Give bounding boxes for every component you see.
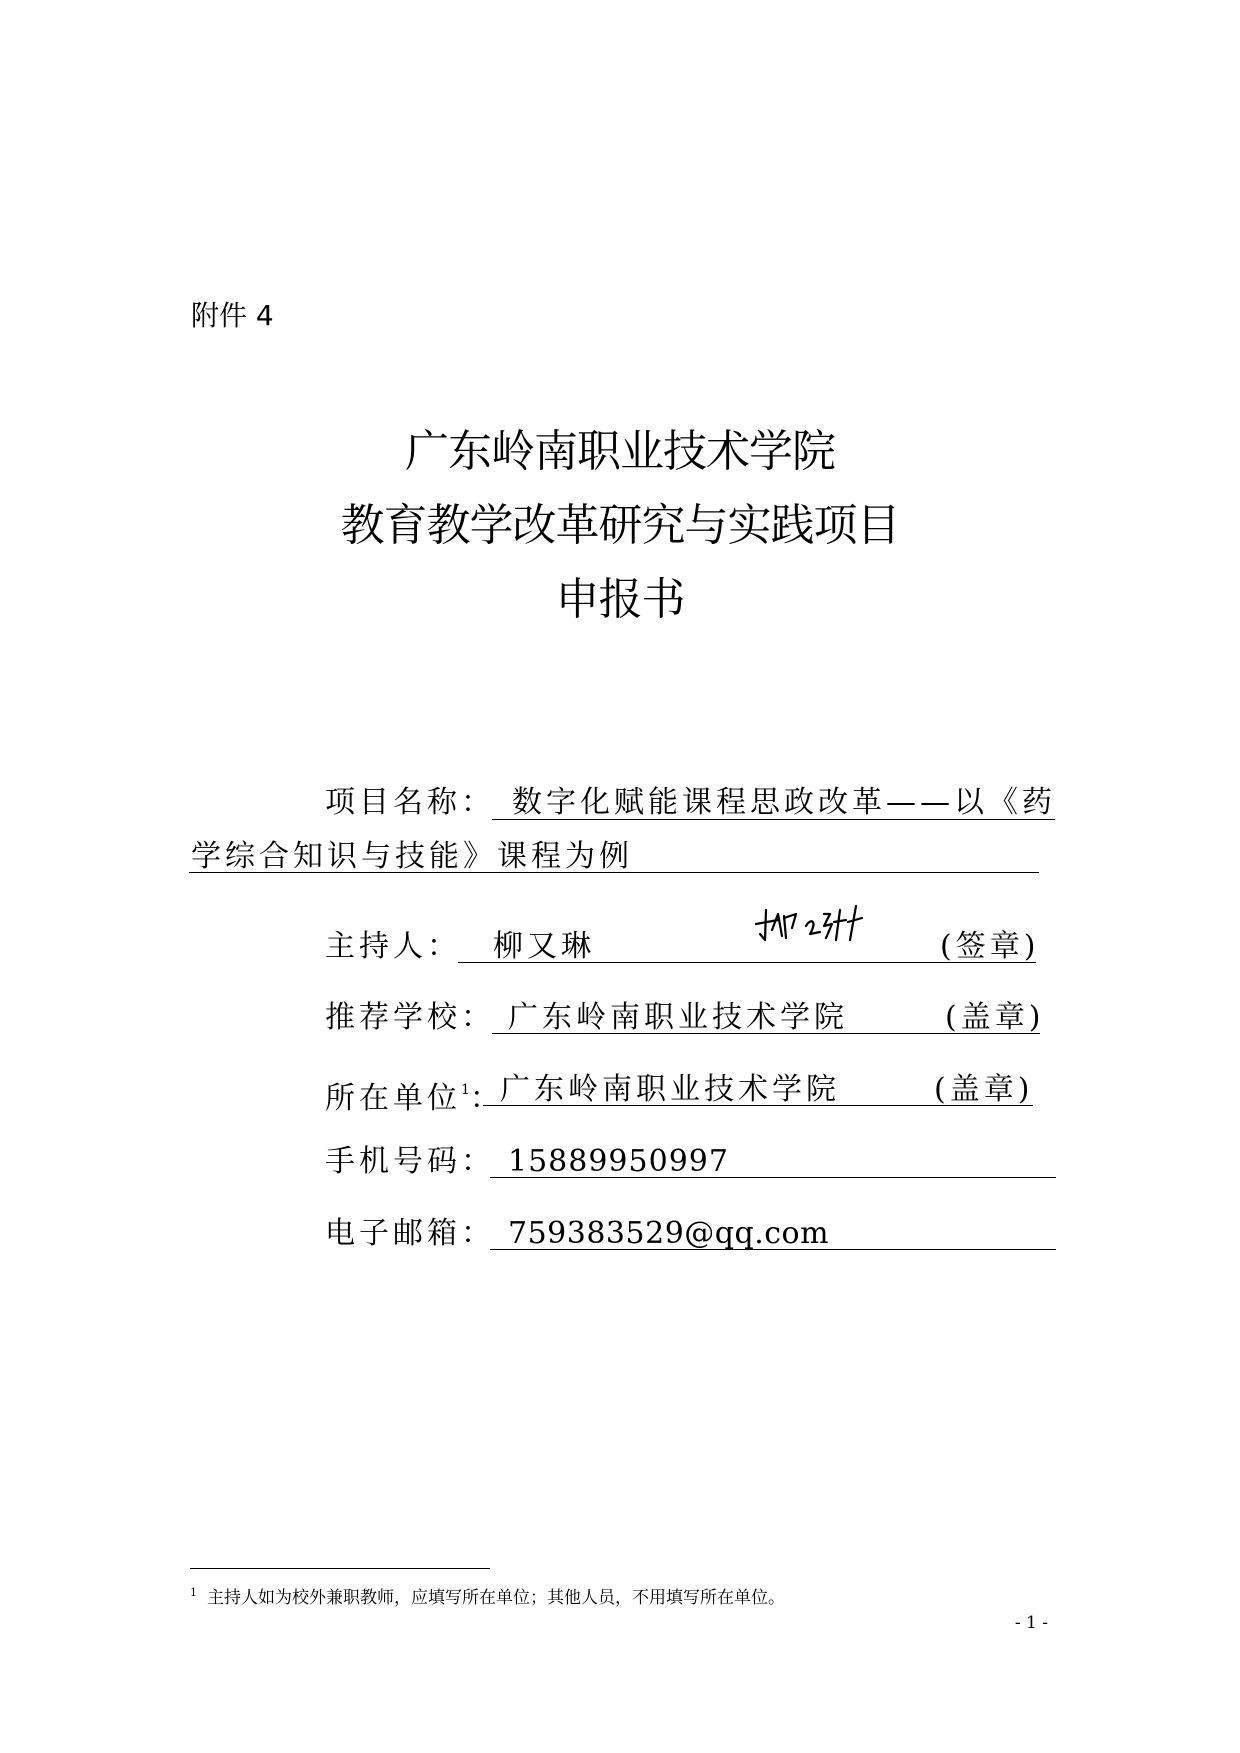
email-label: 电子邮箱：	[325, 1216, 495, 1251]
footnote-text: 主持人如为校外兼职教师，应填写所在单位；其他人员，不用填写所在单位。	[207, 1588, 785, 1608]
page-number: - 1 -	[1014, 1613, 1048, 1633]
title-application-form: 申报书	[555, 574, 685, 625]
footnote-separator	[190, 1568, 490, 1569]
title-school-name: 广东岭南职业技术学院	[405, 426, 835, 477]
host-underline	[458, 962, 1036, 963]
school-seal-suffix: (盖章)	[945, 1000, 1045, 1035]
school-underline	[492, 1033, 1040, 1034]
host-signature-image	[752, 900, 872, 950]
unit-value: 广东岭南职业技术学院	[500, 1072, 840, 1107]
email-underline	[490, 1249, 1056, 1250]
unit-footnote-marker: 1	[461, 1082, 470, 1098]
attachment-label: 附件 4	[191, 299, 274, 332]
project-name-label: 项目名称：	[325, 785, 495, 820]
school-label: 推荐学校：	[325, 1000, 495, 1035]
project-name-underline-1	[492, 819, 1055, 820]
school-value: 广东岭南职业技术学院	[508, 1000, 848, 1035]
project-name-value-line2: 学综合知识与技能》课程为例	[191, 839, 633, 874]
unit-label	[325, 1070, 504, 1119]
host-seal-suffix: (签章)	[940, 929, 1040, 964]
footnote	[190, 1581, 785, 1610]
host-value: 柳又琳	[493, 929, 595, 964]
phone-underline	[490, 1177, 1056, 1178]
phone-label: 手机号码：	[325, 1144, 495, 1179]
host-label: 主持人：	[325, 929, 461, 964]
unit-label-colon: ：	[469, 1081, 504, 1116]
unit-seal-suffix: (盖章)	[934, 1072, 1034, 1107]
footnote-marker: 1	[190, 1586, 197, 1599]
unit-underline	[483, 1105, 1033, 1106]
title-project-type: 教育教学改革研究与实践项目	[340, 500, 900, 551]
project-name-value-line1: 数字化赋能课程思政改革——以《药	[512, 785, 1056, 820]
email-value: 759383529@qq.com	[508, 1216, 830, 1251]
phone-value: 15889950997	[508, 1144, 729, 1179]
unit-label-text: 所在单位	[325, 1081, 461, 1116]
project-name-underline-2	[189, 872, 1039, 873]
